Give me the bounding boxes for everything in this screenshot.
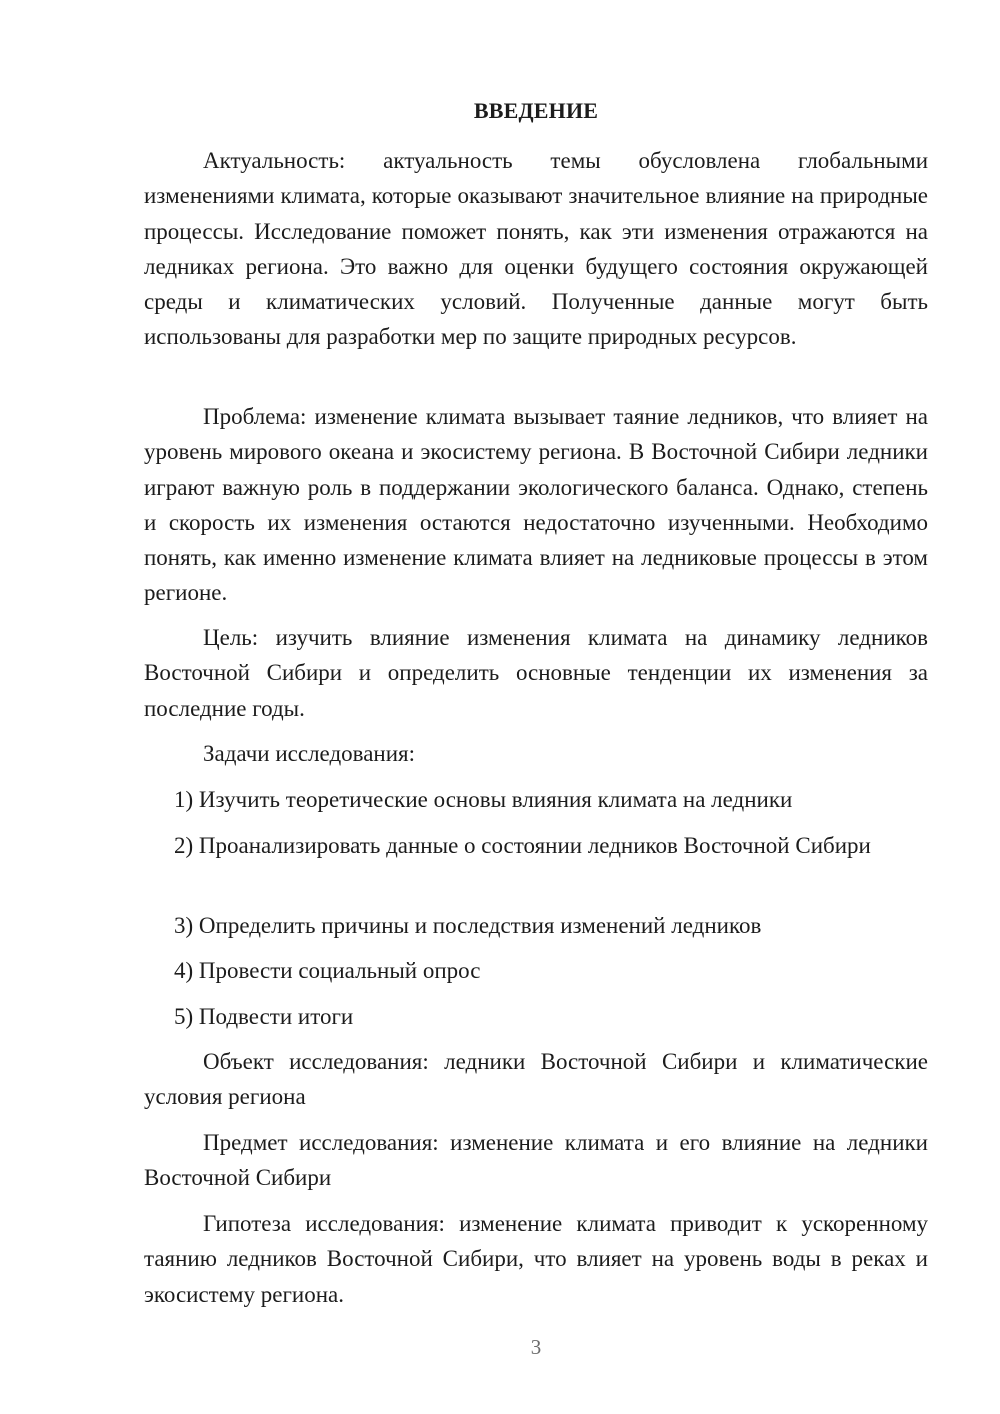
task-item-2: 2) Проанализировать данные о состоянии ледников Восточной Сибири (174, 833, 871, 858)
hypothesis-paragraph: Гипотеза исследования: изменение климата приводит к ускоренному таянию ледников Восточной Сибири, что влияет на уровень воды в реках и экосистему региона. (144, 1211, 928, 1307)
task-item-5: 5) Подвести итоги (174, 1004, 354, 1029)
section-heading: ВВЕДЕНИЕ (473, 98, 599, 123)
page-number: 3 (530, 1335, 542, 1359)
subject-paragraph: Предмет исследования: изменение климата и его влияние на ледники Восточной Сибири (144, 1130, 928, 1191)
object-paragraph: Объект исследования: ледники Восточной Сибири и климатические условия региона (144, 1049, 928, 1110)
task-item-3: 3) Определить причины и последствия изменений ледников (174, 913, 762, 938)
tasks-intro: Задачи исследования: (203, 741, 416, 766)
goal-paragraph: Цель: изучить влияние изменения климата на динамику ледников Восточной Сибири и определить основные тенденции их изменения за последние годы. (144, 625, 928, 721)
problem-paragraph: Проблема: изменение климата вызывает таяние ледников, что влияет на уровень мирового океана и экосистему региона. В Восточной Сибири ледники играют важную роль в поддержании экологического баланса. Однако, степень и скорость их изменения остаются недостаточно изученными. Необходимо понять, как именно изменение климата влияет на ледниковые процессы в этом регионе. (144, 404, 928, 606)
task-item-4: 4) Провести социальный опрос (174, 958, 481, 983)
task-item-1: 1) Изучить теоретические основы влияния климата на ледники (174, 787, 793, 812)
relevance-paragraph: Актуальность: актуальность темы обусловлена глобальными изменениями климата, которые оказывают значительное влияние на природные процессы. Исследование поможет понять, как эти изменения отражаются на ледниках региона. Это важно для оценки будущего состояния окружающей среды и климатических условий. Полученные данные могут быть использованы для разработки мер по защите природных ресурсов. (144, 148, 928, 350)
